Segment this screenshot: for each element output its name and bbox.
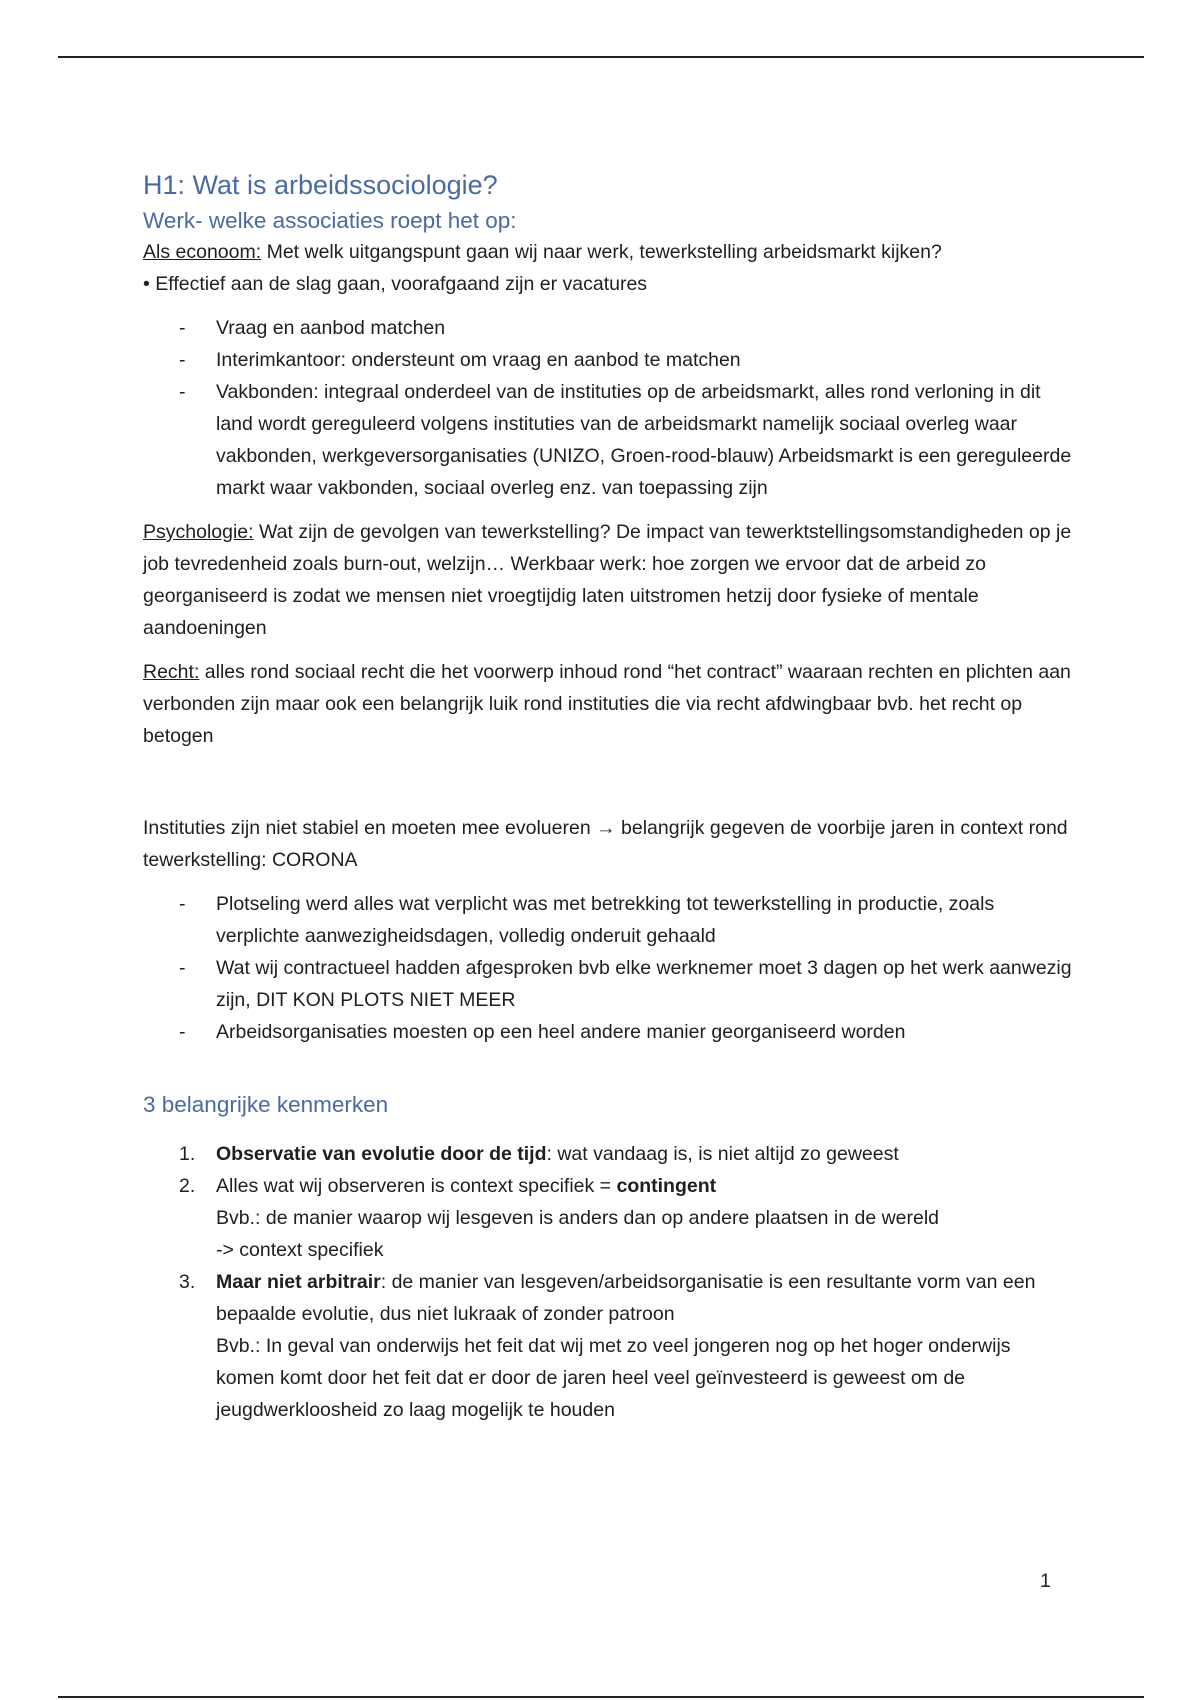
paragraph-instituties: Instituties zijn niet stabiel en moeten mee evolueren → belangrijk gegeven de voorbije jaren in context rond tewerkstelling: CORONA bbox=[143, 817, 1068, 871]
list-item: - Plotseling werd alles wat verplicht was met betrekking tot tewerkstelling in productie, zoals verplichte aanwezigheidsdagen, volledig onderuit gehaald bbox=[216, 888, 1073, 952]
page-number: 1 bbox=[1040, 1570, 1051, 1592]
item-bold: Observatie van evolutie door de tijd bbox=[216, 1143, 547, 1165]
page-content bbox=[143, 168, 1073, 1426]
item-text: : wat vandaag is, is niet altijd zo geweest bbox=[546, 1143, 899, 1165]
chapter-title: H1: Wat is arbeidssociologie? bbox=[143, 170, 498, 200]
item-bold: contingent bbox=[616, 1175, 717, 1197]
list-kenmerken bbox=[143, 1138, 1073, 1426]
header-rule bbox=[58, 56, 1144, 58]
list-item bbox=[179, 1266, 1073, 1426]
list-item: - Vraag en aanbod matchen bbox=[216, 312, 1073, 344]
text-econoom: Met welk uitgangspunt gaan wij naar werk, tewerkstelling arbeidsmarkt kijken? bbox=[261, 241, 942, 263]
list-item bbox=[179, 1138, 1073, 1170]
list-item: - Arbeidsorganisaties moesten op een heel andere manier georganiseerd worden bbox=[216, 1016, 1073, 1048]
item-bold: Maar niet arbitrair bbox=[216, 1271, 381, 1293]
item-example-cont: -> context specifiek bbox=[216, 1239, 384, 1261]
paragraph-econoom bbox=[143, 236, 1073, 268]
list-item bbox=[179, 1170, 1073, 1266]
paragraph-recht bbox=[143, 656, 1073, 752]
list-item: - Vakbonden: integraal onderdeel van de instituties op de arbeidsmarkt, alles rond verloning in dit land wordt gereguleerd volgens instituties van de arbeidsmarkt namelijk sociaal overleg waar vakbonden, werkgeversorganisaties (UNIZO, Groen-rood-blauw) Arbeidsmarkt is een gereguleerde markt waar vakbonden, sociaal overleg enz. van toepassing zijn bbox=[216, 376, 1073, 504]
footer-rule bbox=[58, 1696, 1144, 1698]
item-example: Bvb.: In geval van onderwijs het feit dat wij met zo veel jongeren nog op het hoger onderwijs komen komt door het feit dat er door de jaren heel veel geïnvesteerd is geweest om de jeugdwerkloosheid zo laag mogelijk te houden bbox=[216, 1335, 1011, 1421]
list-instituties bbox=[143, 888, 1073, 1048]
paragraph-psychologie bbox=[143, 516, 1073, 644]
label-econoom: Als econoom: bbox=[143, 241, 262, 263]
item-example: Bvb.: de manier waarop wij lesgeven is anders dan op andere plaatsen in de wereld bbox=[216, 1207, 940, 1229]
bullet-econoom: • Effectief aan de slag gaan, voorafgaand zijn er vacatures bbox=[143, 273, 648, 295]
item-text: : de manier van lesgeven/arbeidsorganisatie is een resultante vorm van een bepaalde evolutie, dus niet lukraak of zonder patroon bbox=[216, 1271, 1036, 1325]
item-number: 3. bbox=[179, 1271, 196, 1293]
text-psychologie: Wat zijn de gevolgen van tewerkstelling? De impact van tewerktstellingsomstandigheden op je job tevredenheid zoals burn-out, welzijn… Werkbaar werk: hoe zorgen we ervoor dat de arbeid zo georganiseerd is zodat we mensen niet vroegtijdig laten uitstromen hetzij door fysieke of mentale aandoeningen bbox=[143, 521, 1072, 639]
item-text: Alles wat wij observeren is context specifiek = bbox=[216, 1175, 617, 1197]
section-title-kenmerken: 3 belangrijke kenmerken bbox=[143, 1092, 389, 1117]
list-item: - Wat wij contractueel hadden afgesproken bvb elke werknemer moet 3 dagen op het werk aanwezig zijn, DIT KON PLOTS NIET MEER bbox=[216, 952, 1073, 1016]
list-econoom bbox=[143, 312, 1073, 504]
section-title-associaties: Werk- welke associaties roept het op: bbox=[143, 208, 517, 233]
item-number: 2. bbox=[179, 1175, 196, 1197]
list-item: - Interimkantoor: ondersteunt om vraag en aanbod te matchen bbox=[216, 344, 1073, 376]
text-recht: alles rond sociaal recht die het voorwerp inhoud rond “het contract” waaraan rechten en plichten aan verbonden zijn maar ook een belangrijk luik rond instituties die via recht afdwingbaar bvb. het recht op betogen bbox=[143, 661, 1071, 747]
item-number: 1. bbox=[179, 1143, 196, 1165]
label-psychologie: Psychologie: bbox=[143, 521, 254, 543]
label-recht: Recht: bbox=[143, 661, 200, 683]
